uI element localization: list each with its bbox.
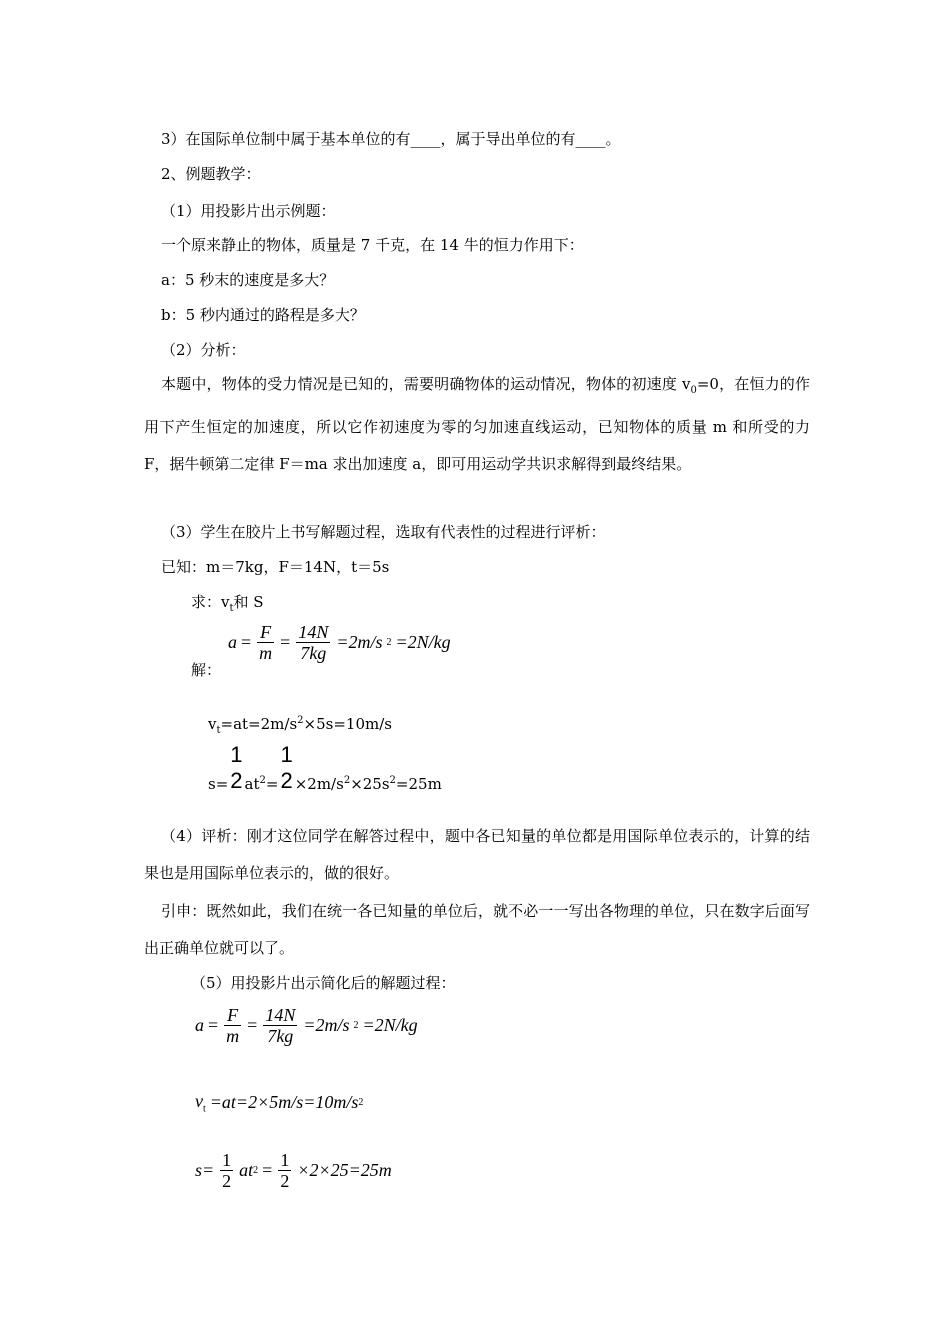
simplified-half-fraction-2: $\frac{1}{2}$ [280, 1150, 290, 1191]
section-2-2: （2）分析： [161, 341, 246, 359]
given-values: 已知：m＝7kg，F＝14N，t＝5s [161, 558, 390, 576]
solve-label: 解： [191, 661, 222, 679]
force-over-mass-fraction: $\frac{F}{m}$ [259, 622, 273, 663]
question-a: a：5 秒末的速度是多大？ [161, 271, 335, 289]
simplified-velocity-equation: $v_t$ =at=2×5m/s=10m/s 2 [195, 1091, 364, 1115]
simplified-distance-equation: s= $\frac{1}{2}$ at 2 = $\frac{1}{2}$ ×2×25=25m [195, 1150, 392, 1191]
section-2-heading: 2、例题教学： [161, 165, 261, 183]
distance-calculation: s= 1 2 $at^2=$ 1 2 $\times 2m/s^2\times 25s^2=25m$ [208, 742, 442, 793]
find-statement: 求：$v_t$和 S [191, 593, 264, 614]
simplified-acceleration-equation: a = $\frac{F}{m}$ = $\frac{14N}{7kg}$ =2m/s 2 =2N/kg [195, 1005, 418, 1046]
simplified-force-over-mass-fraction: $\frac{F}{m}$ [226, 1005, 240, 1046]
section-2-3: （3）学生在胶片上书写解题过程，选取有代表性的过程进行评析： [161, 523, 606, 541]
acceleration-equation: a = $\frac{F}{m}$ = $\frac{14N}{7kg}$ =2m/s 2 =2N/kg [228, 622, 451, 663]
analysis-paragraph: 本题中，物体的受力情况是已知的，需要明确物体的运动情况，物体的初速度 $v_0=0$，在恒力的作用下产生恒定的加速度，所以它作初速度为零的匀加速直线运动，已知物体的质量 m 和所受的力 F，据牛顿第二定律 F＝ma 求出加速度 a，即可用运动学共识求解得到最终结果。 [144, 375, 810, 473]
extension-paragraph: 引申：既然如此，我们在统一各已知量的单位后，就不必一一写出各物理的单位，只在数字后面写出正确单位就可以了。 [144, 902, 810, 957]
velocity-calculation: $v_t=at=2m/s^2\times 5s=10m/s$ [208, 715, 392, 736]
half-fraction-2: 1 2 [280, 742, 293, 793]
section-2-4: （4）评析：刚才这位同学在解答过程中，题中各已知量的单位都是用国际单位表示的，计算的结果也是用国际单位表示的，做的很好。 [144, 827, 810, 882]
half-fraction: 1 2 [230, 742, 243, 793]
numeric-fraction: $\frac{14N}{7kg}$ [298, 622, 329, 663]
section-2-5: （5）用投影片出示简化后的解题过程： [191, 974, 456, 992]
question-b: b：5 秒内通过的路程是多大？ [161, 306, 365, 324]
question-3: 3）在国际单位制中属于基本单位的有____，属于导出单位的有____。 [161, 130, 621, 148]
simplified-numeric-fraction: $\frac{14N}{7kg}$ [265, 1005, 296, 1046]
section-2-1: （1）用投影片出示例题： [161, 202, 336, 220]
simplified-half-fraction: $\frac{1}{2}$ [222, 1150, 232, 1191]
problem-statement: 一个原来静止的物体，质量是 7 千克，在 14 牛的恒力作用下： [161, 236, 584, 254]
